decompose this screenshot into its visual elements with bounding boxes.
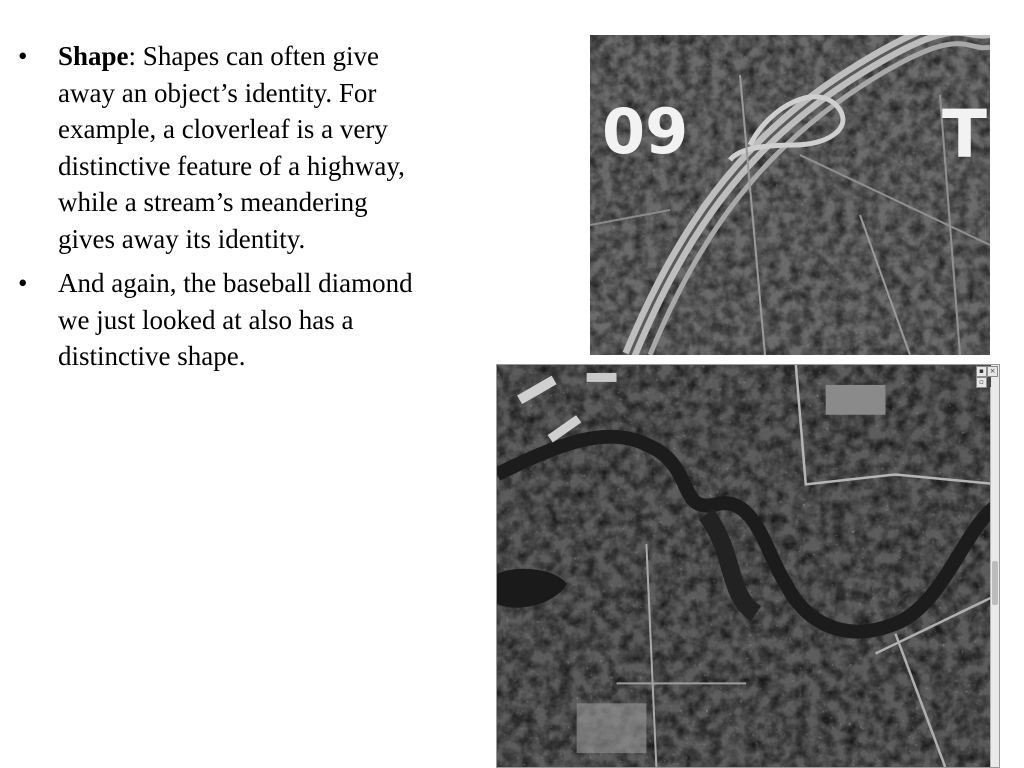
photo-overlay-digits: 09 xyxy=(602,95,689,168)
bullet-item-shape xyxy=(18,38,428,257)
bullet-text: : Shapes can often give away an object’s identity. For example, a cloverleaf is a very distinctive feature of a highway, while a stream’s meandering gives away its identity. xyxy=(58,41,405,254)
photo-overlay-letter: T xyxy=(942,96,988,173)
bullet-dot: • xyxy=(18,41,28,71)
bullet-term: Shape xyxy=(58,41,129,71)
bullet-list xyxy=(18,38,428,383)
stream-image xyxy=(497,365,999,767)
window-minimize-icon[interactable]: ▪ xyxy=(976,366,987,377)
cloverleaf-image xyxy=(590,35,990,355)
window-restore-icon[interactable]: ▫ xyxy=(976,377,987,388)
window-close-icon[interactable]: × xyxy=(987,366,998,377)
scrollbar-thumb[interactable] xyxy=(992,561,998,605)
bullet-dot: • xyxy=(18,268,28,298)
bullet-item-baseball xyxy=(18,265,428,375)
aerial-photo-cloverleaf xyxy=(590,35,990,355)
bullet-text: And again, the baseball diamond we just looked at also has a distinctive shape. xyxy=(58,268,413,371)
aerial-photo-stream xyxy=(496,364,1000,768)
